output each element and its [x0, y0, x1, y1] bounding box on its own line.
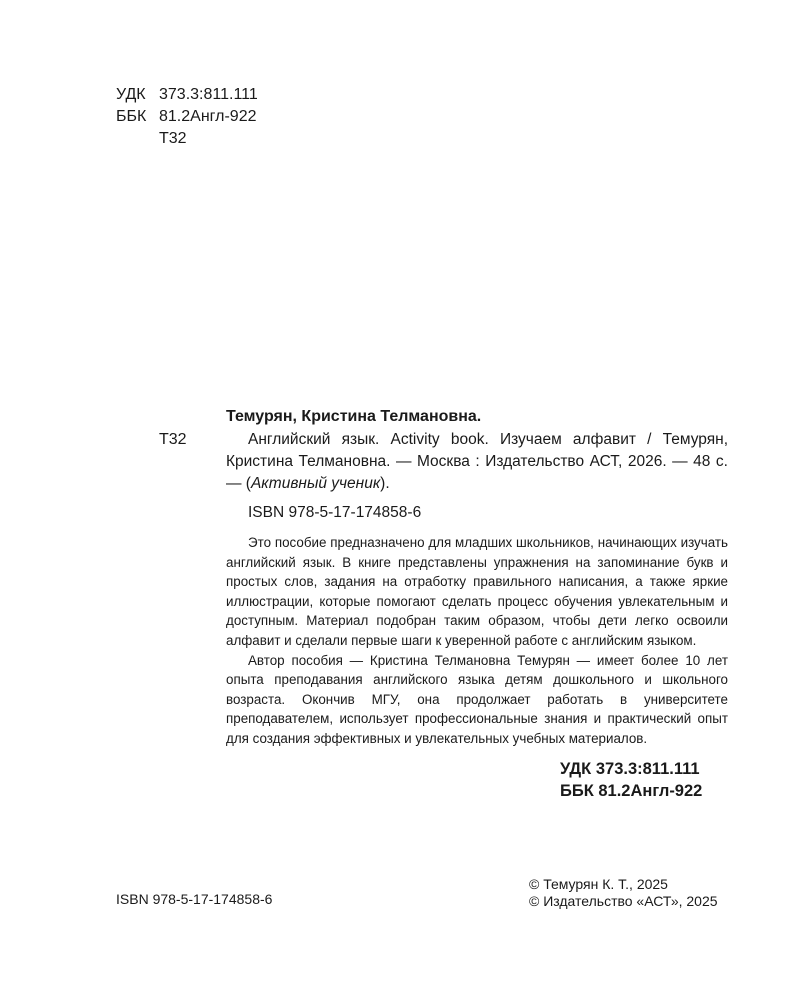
udk-top-line [116, 84, 258, 106]
series-title: Активный ученик [250, 475, 381, 492]
bbk-top-line [116, 106, 257, 128]
description-main: Английский язык. Activity book. Изучаем алфавит / Темурян, Кристина Телмановна. — Москва : Издательство АСТ, 2026. — 48 с. — ( [226, 431, 728, 492]
udk-value: 373.3:811.111 [159, 86, 258, 103]
annotation-paragraph-2: Автор пособия — Кристина Телмановна Темурян — имеет более 10 лет опыта преподавания английского языка детям дошкольного и школьного возраста. Окончив МГУ, она продолжает работать в университете преподавателем, использует профессиональные знания и практический опыт для создания эффективных и увлекательных учебных материалов. [226, 652, 728, 746]
bbk-value: 81.2Англ-922 [159, 108, 257, 125]
footer-isbn: ISBN 978-5-17-174858-6 [116, 891, 273, 907]
bbk-bottom: ББК 81.2Англ-922 [560, 782, 703, 800]
annotation-paragraph-1: Это пособие предназначено для младших школьников, начинающих изучать английский язык. В книге представлены упражнения на запоминание букв и простых слов, задания на отработку правильного написания, а также яркие иллюстрации, которые помогают сделать процесс обучения увлекательным и доступным. Материал подобран таким образом, чтобы дети легко освоили алфавит и сделали первые шаги к уверенной работе с английским языком. [226, 535, 728, 648]
copyright-author: © Темурян К. Т., 2025 [529, 876, 668, 892]
bbk-label: ББК [116, 108, 147, 125]
udk-bottom: УДК 373.3:811.111 [560, 760, 700, 778]
description-end: ). [380, 475, 390, 492]
copyright-publisher: © Издательство «АСТ», 2025 [529, 893, 718, 909]
author-sign-top: Т32 [159, 130, 187, 147]
record-description [226, 429, 728, 495]
annotation [226, 533, 728, 749]
record-heading: Темурян, Кристина Телмановна. [226, 408, 482, 425]
record-isbn: ISBN 978-5-17-174858-6 [248, 504, 422, 521]
udk-label: УДК [116, 86, 146, 103]
author-sign-record: Т32 [159, 431, 187, 448]
